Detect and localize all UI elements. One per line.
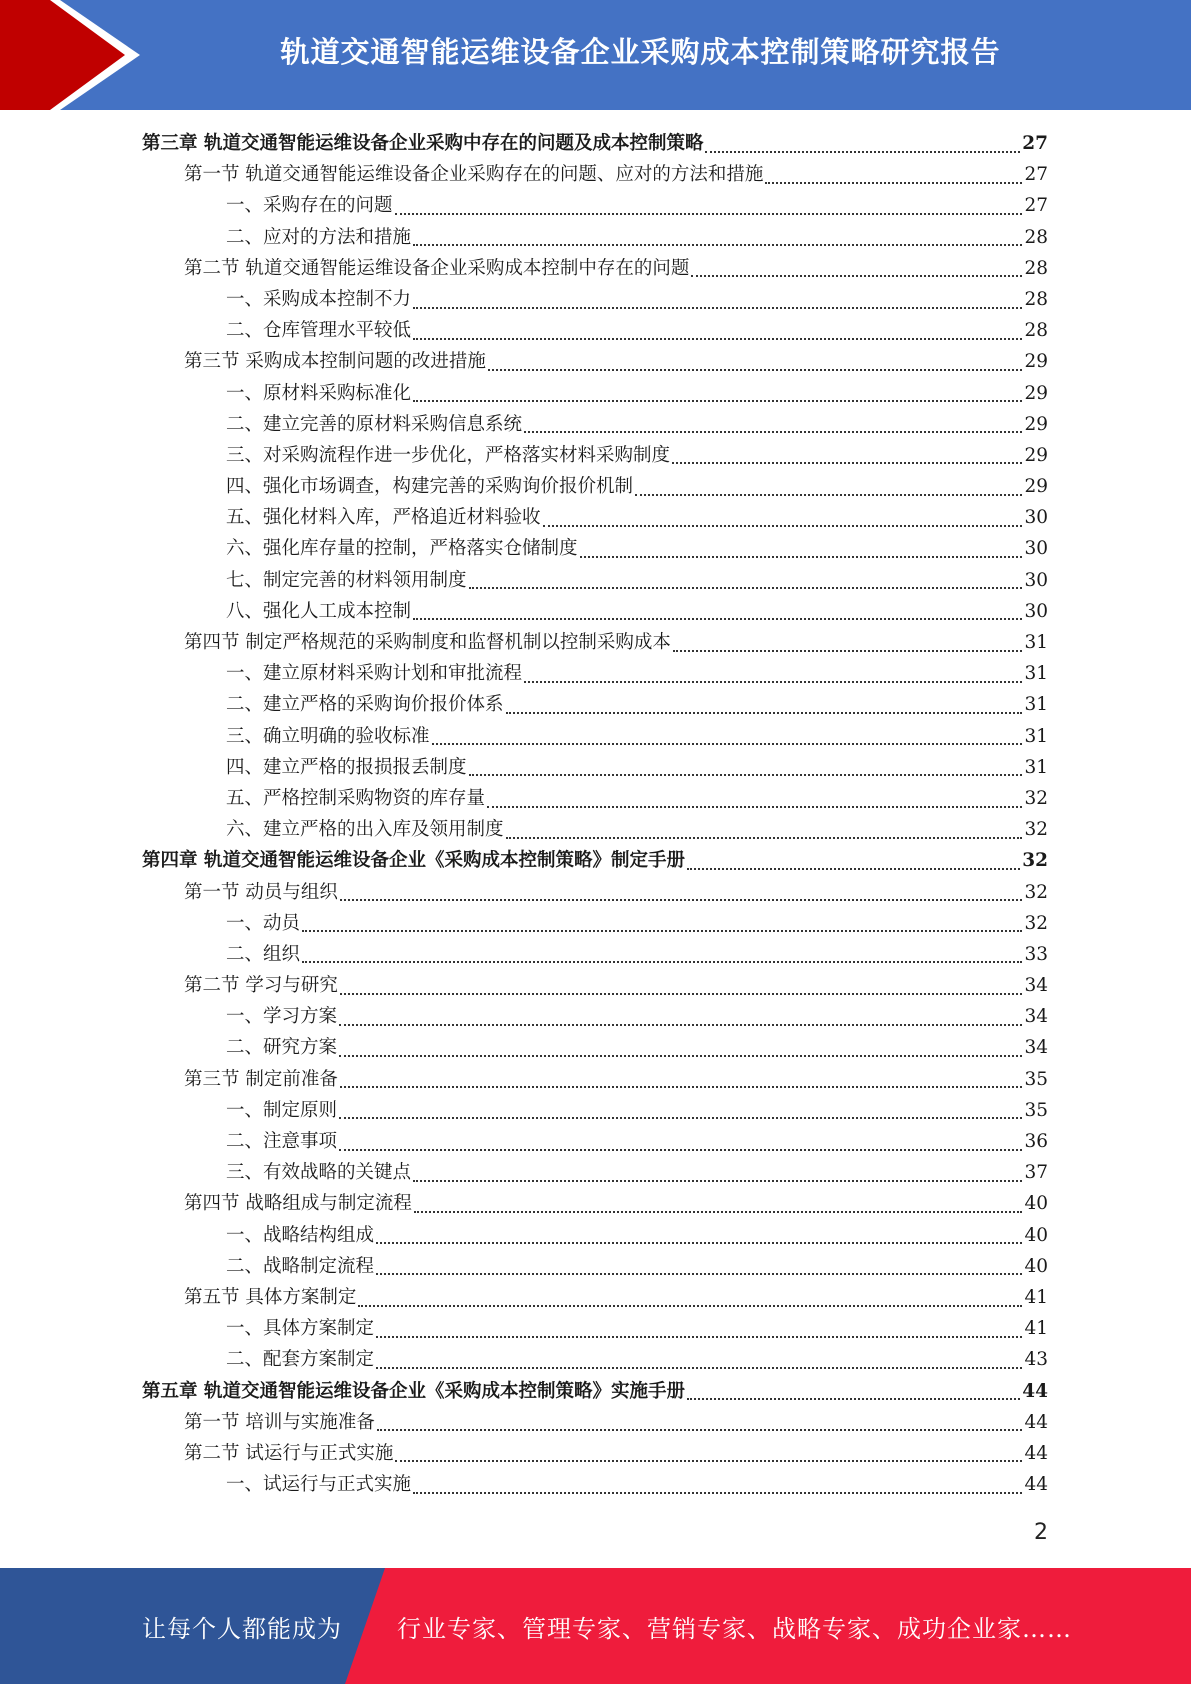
toc-section-entry[interactable] <box>142 253 1048 284</box>
toc-entry-page: 32 <box>1024 881 1048 903</box>
toc-entry-title: 第五节 具体方案制定 <box>184 1286 357 1308</box>
toc-dot-leader <box>413 338 1022 340</box>
toc-subsection-entry[interactable] <box>142 440 1048 471</box>
toc-entry-title: 四、强化市场调查，构建完善的采购询价报价机制 <box>226 476 634 498</box>
toc-subsection-entry[interactable] <box>142 1469 1048 1500</box>
toc-entry-title: 二、研究方案 <box>226 1037 338 1059</box>
toc-entry-title: 二、组织 <box>226 943 301 965</box>
toc-entry-page: 34 <box>1024 975 1048 997</box>
toc-subsection-entry[interactable] <box>142 565 1048 596</box>
toc-entry-page: 31 <box>1024 632 1048 653</box>
footer-slogan-left: 让每个人都能成为 <box>142 1614 342 1643</box>
toc-entry-title: 第四节 制定严格规范的采购制度和监督机制以控制采购成本 <box>184 632 671 653</box>
toc-dot-leader <box>376 1273 1022 1275</box>
toc-entry-title: 六、强化库存量的控制，严格落实仓储制度 <box>226 538 578 560</box>
toc-dot-leader <box>506 712 1023 714</box>
toc-dot-leader <box>395 1460 1022 1462</box>
toc-dot-leader <box>488 369 1023 371</box>
toc-entry-title: 二、配套方案制定 <box>226 1349 375 1371</box>
toc-dot-leader <box>413 1180 1022 1182</box>
toc-entry-page: 40 <box>1024 1193 1048 1215</box>
toc-entry-title: 五、强化材料入库，严格追近材料验收 <box>226 507 541 529</box>
toc-entry-page: 31 <box>1024 725 1048 747</box>
toc-entry-title: 四、建立严格的报损报丢制度 <box>226 756 467 778</box>
toc-entry-page: 30 <box>1024 569 1048 591</box>
toc-dot-leader <box>413 1492 1022 1494</box>
toc-dot-leader <box>377 1429 1023 1431</box>
toc-entry-title: 一、采购存在的问题 <box>226 195 393 217</box>
toc-subsection-entry[interactable] <box>142 502 1048 533</box>
toc-entry-page: 31 <box>1024 756 1048 778</box>
toc-entry-page: 40 <box>1024 1255 1048 1277</box>
toc-subsection-entry[interactable] <box>142 1251 1048 1282</box>
toc-dot-leader <box>487 806 1022 808</box>
toc-entry-title: 第五章 轨道交通智能运维设备企业《采购成本控制策略》实施手册 <box>142 1380 685 1402</box>
toc-entry-title: 二、注意事项 <box>226 1131 338 1152</box>
toc-subsection-entry[interactable] <box>142 409 1048 440</box>
toc-subsection-entry[interactable] <box>142 908 1048 939</box>
toc-dot-leader <box>687 1398 1020 1400</box>
toc-entry-page: 28 <box>1024 288 1048 310</box>
toc-entry-page: 32 <box>1024 787 1048 809</box>
toc-dot-leader <box>413 307 1022 309</box>
toc-entry-page: 40 <box>1024 1224 1048 1246</box>
toc-subsection-entry[interactable] <box>142 1157 1048 1188</box>
toc-entry-title: 第一节 培训与实施准备 <box>184 1411 375 1433</box>
toc-subsection-entry[interactable] <box>142 471 1048 502</box>
toc-entry-page: 44 <box>1022 1380 1048 1402</box>
toc-entry-page: 29 <box>1024 476 1048 498</box>
toc-entry-title: 第二节 轨道交通智能运维设备企业采购成本控制中存在的问题 <box>184 257 690 279</box>
toc-entry-title: 六、建立严格的出入库及领用制度 <box>226 819 504 841</box>
toc-subsection-entry[interactable] <box>142 783 1048 814</box>
toc-dot-leader <box>673 650 1023 652</box>
toc-entry-title: 一、试运行与正式实施 <box>226 1474 412 1496</box>
toc-dot-leader <box>340 899 1023 901</box>
toc-entry-page: 41 <box>1024 1318 1048 1340</box>
toc-dot-leader <box>635 494 1022 496</box>
toc-entry-title: 三、有效战略的关键点 <box>226 1162 412 1184</box>
toc-entry-title: 一、动员 <box>226 912 301 934</box>
toc-entry-page: 31 <box>1024 663 1048 685</box>
toc-entry-page: 44 <box>1024 1442 1048 1464</box>
toc-section-entry[interactable] <box>142 970 1048 1001</box>
toc-section-entry[interactable] <box>142 627 1048 658</box>
toc-entry-title: 七、制定完善的材料领用制度 <box>226 569 467 591</box>
toc-entry-page: 29 <box>1024 444 1048 466</box>
toc-entry-title: 一、战略结构组成 <box>226 1224 375 1246</box>
toc-subsection-entry[interactable] <box>142 315 1048 346</box>
toc-section-entry[interactable] <box>142 1282 1048 1313</box>
toc-dot-leader <box>543 525 1023 527</box>
toc-entry-title: 八、强化人工成本控制 <box>226 600 412 622</box>
toc-section-entry[interactable] <box>142 1064 1048 1095</box>
toc-chapter-entry[interactable] <box>142 128 1048 159</box>
toc-dot-leader <box>691 275 1022 277</box>
toc-entry-page: 30 <box>1024 507 1048 529</box>
toc-entry-page: 29 <box>1024 413 1048 435</box>
toc-dot-leader <box>413 400 1022 402</box>
toc-entry-title: 第一节 动员与组织 <box>184 881 338 903</box>
toc-entry-page: 29 <box>1024 351 1048 373</box>
toc-subsection-entry[interactable] <box>142 1313 1048 1344</box>
toc-entry-page: 28 <box>1024 226 1048 248</box>
toc-dot-leader <box>413 618 1022 620</box>
toc-entry-title: 一、学习方案 <box>226 1006 338 1028</box>
toc-subsection-entry[interactable] <box>142 1032 1048 1063</box>
toc-entry-page: 30 <box>1024 600 1048 622</box>
arrow-chevron-decoration <box>0 0 160 110</box>
toc-dot-leader <box>339 1024 1022 1026</box>
toc-entry-title: 二、建立完善的原材料采购信息系统 <box>226 413 523 435</box>
toc-entry-page: 31 <box>1024 694 1048 716</box>
toc-entry-page: 28 <box>1024 320 1048 342</box>
toc-entry-page: 35 <box>1024 1099 1048 1121</box>
toc-entry-page: 35 <box>1024 1068 1048 1090</box>
toc-dot-leader <box>376 1367 1022 1369</box>
toc-subsection-entry[interactable] <box>142 1126 1048 1157</box>
toc-entry-title: 第四章 轨道交通智能运维设备企业《采购成本控制策略》制定手册 <box>142 850 685 872</box>
toc-entry-title: 第三节 采购成本控制问题的改进措施 <box>184 351 486 373</box>
toc-dot-leader <box>358 1305 1022 1307</box>
toc-subsection-entry[interactable] <box>142 596 1048 627</box>
toc-entry-page: 29 <box>1024 382 1048 404</box>
toc-dot-leader <box>414 1211 1023 1213</box>
toc-dot-leader <box>672 462 1022 464</box>
toc-dot-leader <box>765 182 1022 184</box>
toc-entry-title: 一、制定原则 <box>226 1099 338 1121</box>
toc-entry-page: 32 <box>1024 912 1048 934</box>
toc-dot-leader <box>432 743 1023 745</box>
toc-subsection-entry[interactable] <box>142 1220 1048 1251</box>
toc-entry-page: 44 <box>1024 1474 1048 1496</box>
toc-entry-page: 32 <box>1022 850 1048 872</box>
toc-section-entry[interactable] <box>142 877 1048 908</box>
toc-subsection-entry[interactable] <box>142 378 1048 409</box>
toc-entry-page: 34 <box>1024 1006 1048 1028</box>
toc-entry-title: 一、建立原材料采购计划和审批流程 <box>226 663 523 685</box>
toc-chapter-entry[interactable] <box>142 845 1048 876</box>
toc-entry-title: 第四节 战略组成与制定流程 <box>184 1193 412 1215</box>
toc-subsection-entry[interactable] <box>142 752 1048 783</box>
toc-dot-leader <box>506 837 1023 839</box>
toc-subsection-entry[interactable] <box>142 658 1048 689</box>
toc-chapter-entry[interactable] <box>142 1376 1048 1407</box>
header-banner <box>0 0 1191 110</box>
toc-entry-title: 三、确立明确的验收标准 <box>226 725 430 747</box>
toc-dot-leader <box>340 993 1023 995</box>
toc-dot-leader <box>687 868 1020 870</box>
toc-dot-leader <box>302 930 1022 932</box>
toc-entry-page: 36 <box>1024 1131 1048 1152</box>
toc-entry-title: 第三节 制定前准备 <box>184 1068 338 1090</box>
footer-slogan-right: 行业专家、管理专家、营销专家、战略专家、成功企业家…… <box>397 1614 1072 1643</box>
toc-entry-page: 27 <box>1024 195 1048 217</box>
toc-entry-page: 32 <box>1024 819 1048 841</box>
toc-section-entry[interactable] <box>142 1188 1048 1219</box>
toc-section-entry[interactable] <box>142 159 1048 190</box>
toc-entry-page: 34 <box>1024 1037 1048 1059</box>
toc-subsection-entry[interactable] <box>142 1344 1048 1375</box>
toc-entry-title: 第三章 轨道交通智能运维设备企业采购中存在的问题及成本控制策略 <box>142 133 704 154</box>
toc-entry-title: 第二节 学习与研究 <box>184 975 338 997</box>
toc-entry-title: 三、对采购流程作进一步优化，严格落实材料采购制度 <box>226 444 671 466</box>
toc-entry-title: 二、仓库管理水平较低 <box>226 320 412 342</box>
toc-subsection-entry[interactable] <box>142 721 1048 752</box>
toc-dot-leader <box>340 1086 1023 1088</box>
toc-entry-page: 27 <box>1024 164 1048 186</box>
table-of-contents <box>142 128 1048 1500</box>
toc-entry-title: 第一节 轨道交通智能运维设备企业采购存在的问题、应对的方法和措施 <box>184 164 764 186</box>
toc-entry-page: 44 <box>1024 1411 1048 1433</box>
toc-dot-leader <box>339 1117 1022 1119</box>
toc-entry-page: 28 <box>1024 257 1048 279</box>
toc-entry-page: 41 <box>1024 1286 1048 1308</box>
toc-section-entry[interactable] <box>142 1407 1048 1438</box>
toc-entry-page: 37 <box>1024 1162 1048 1184</box>
toc-subsection-entry[interactable] <box>142 190 1048 221</box>
toc-entry-page: 43 <box>1024 1349 1048 1371</box>
toc-subsection-entry[interactable] <box>142 222 1048 253</box>
toc-dot-leader <box>376 1336 1022 1338</box>
toc-subsection-entry[interactable] <box>142 689 1048 720</box>
toc-entry-title: 一、具体方案制定 <box>226 1318 375 1340</box>
toc-entry-title: 五、严格控制采购物资的库存量 <box>226 787 486 809</box>
toc-subsection-entry[interactable] <box>142 814 1048 845</box>
toc-dot-leader <box>339 1055 1022 1057</box>
toc-dot-leader <box>413 244 1022 246</box>
toc-section-entry[interactable] <box>142 1438 1048 1469</box>
toc-entry-page: 30 <box>1024 538 1048 560</box>
toc-subsection-entry[interactable] <box>142 939 1048 970</box>
page-number: 2 <box>1034 1520 1048 1545</box>
toc-entry-title: 二、战略制定流程 <box>226 1255 375 1277</box>
toc-subsection-entry[interactable] <box>142 533 1048 564</box>
toc-subsection-entry[interactable] <box>142 1001 1048 1032</box>
toc-entry-title: 二、应对的方法和措施 <box>226 226 412 248</box>
toc-dot-leader <box>395 213 1023 215</box>
toc-subsection-entry[interactable] <box>142 1095 1048 1126</box>
footer-banner <box>0 1568 1191 1684</box>
document-title: 轨道交通智能运维设备企业采购成本控制策略研究报告 <box>280 34 1001 69</box>
toc-dot-leader <box>705 151 1020 153</box>
toc-dot-leader <box>469 774 1023 776</box>
toc-dot-leader <box>469 587 1023 589</box>
toc-entry-title: 第二节 试运行与正式实施 <box>184 1442 394 1464</box>
toc-dot-leader <box>580 556 1023 558</box>
toc-entry-page: 27 <box>1022 133 1048 154</box>
toc-dot-leader <box>376 1242 1022 1244</box>
toc-dot-leader <box>524 431 1022 433</box>
toc-dot-leader <box>524 681 1022 683</box>
toc-dot-leader <box>302 961 1022 963</box>
toc-entry-title: 二、建立严格的采购询价报价体系 <box>226 694 504 716</box>
toc-subsection-entry[interactable] <box>142 284 1048 315</box>
toc-entry-title: 一、采购成本控制不力 <box>226 288 412 310</box>
toc-entry-title: 一、原材料采购标准化 <box>226 382 412 404</box>
toc-entry-page: 33 <box>1024 943 1048 965</box>
toc-section-entry[interactable] <box>142 346 1048 377</box>
toc-dot-leader <box>339 1149 1022 1151</box>
